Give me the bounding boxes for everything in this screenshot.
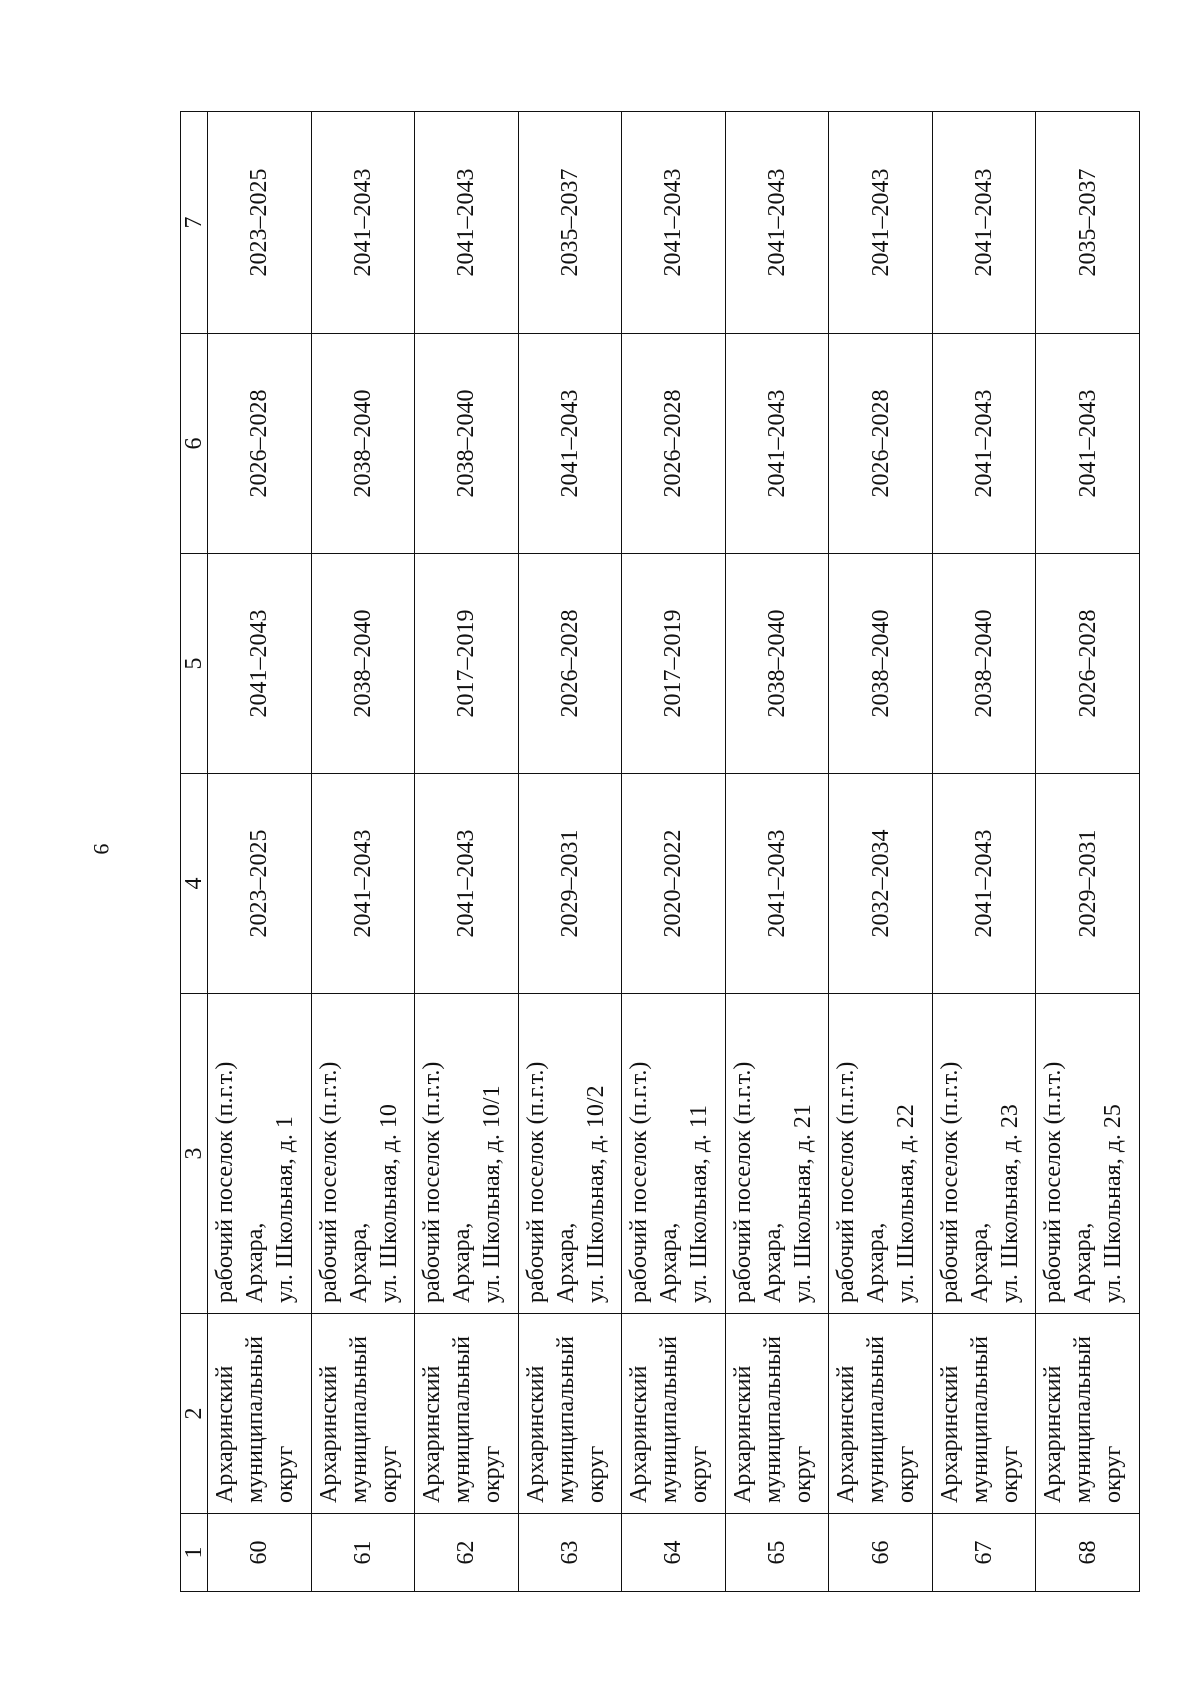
district-line: Архаринский (936, 1365, 963, 1503)
district-line: округ (996, 1445, 1023, 1503)
district-cell (311, 1314, 415, 1514)
row-number-cell: 60 (208, 1514, 312, 1592)
district-line: округ (686, 1445, 713, 1503)
district-line: муниципальный (1070, 1335, 1097, 1503)
header-col-5: 5 (181, 554, 208, 774)
address-line: ул. Школьная, д. 22 (893, 1104, 920, 1303)
district-cell (622, 1314, 726, 1514)
period-cell-col-5: 2038–2040 (932, 554, 1036, 774)
address-line: Архара, (552, 1222, 579, 1303)
row-number-cell: 63 (518, 1514, 622, 1592)
district-line: округ (789, 1445, 816, 1503)
district-line: округ (893, 1445, 920, 1503)
period-cell-col-5: 2041–2043 (208, 554, 312, 774)
address-cell (311, 994, 415, 1314)
district-line: округ (375, 1445, 402, 1503)
table-body (208, 112, 1140, 1592)
row-number-cell: 62 (415, 1514, 519, 1592)
district-line: муниципальный (449, 1335, 476, 1503)
period-cell-col-6: 2041–2043 (725, 334, 829, 554)
address-cell (1036, 994, 1140, 1314)
district-line: Архаринский (522, 1365, 549, 1503)
period-cell-col-7: 2041–2043 (311, 112, 415, 334)
period-cell-col-7: 2041–2043 (932, 112, 1036, 334)
period-cell-col-6: 2038–2040 (311, 334, 415, 554)
address-line: рабочий поселок (п.г.т.) (522, 1061, 549, 1303)
address-line: ул. Школьная, д. 10/1 (479, 1085, 506, 1303)
table-row (415, 112, 519, 1592)
header-col-7: 7 (181, 112, 208, 334)
address-line: ул. Школьная, д. 11 (686, 1104, 713, 1303)
table-header (181, 112, 208, 1592)
district-line: муниципальный (552, 1335, 579, 1503)
table-row (932, 112, 1036, 1592)
period-cell-col-5: 2026–2028 (1036, 554, 1140, 774)
address-line: рабочий поселок (п.г.т.) (1040, 1061, 1067, 1303)
header-row (181, 112, 208, 1592)
table-row (208, 112, 312, 1592)
period-cell-col-4: 2029–2031 (518, 774, 622, 994)
address-line: Архара, (656, 1222, 683, 1303)
address-cell (932, 994, 1036, 1314)
address-line: ул. Школьная, д. 25 (1100, 1104, 1127, 1303)
schedule-table (180, 111, 1140, 1592)
page-number: 9 (89, 843, 114, 855)
district-cell (829, 1314, 933, 1514)
district-line: Архаринский (419, 1365, 446, 1503)
row-number-cell: 66 (829, 1514, 933, 1592)
period-cell-col-5: 2017–2019 (415, 554, 519, 774)
period-cell-col-4: 2023–2025 (208, 774, 312, 994)
district-cell (1036, 1314, 1140, 1514)
table-row (829, 112, 933, 1592)
address-line: Архара, (863, 1222, 890, 1303)
district-line: Архаринский (833, 1365, 860, 1503)
address-line: Архара, (966, 1222, 993, 1303)
address-line: рабочий поселок (п.г.т.) (936, 1061, 963, 1303)
district-line: муниципальный (966, 1335, 993, 1503)
period-cell-col-6: 2038–2040 (415, 334, 519, 554)
period-cell-col-4: 2041–2043 (725, 774, 829, 994)
district-cell (518, 1314, 622, 1514)
address-line: Архара, (242, 1222, 268, 1303)
district-line: округ (582, 1445, 609, 1503)
period-cell-col-6: 2026–2028 (622, 334, 726, 554)
district-cell (415, 1314, 519, 1514)
district-line: Архаринский (212, 1365, 238, 1503)
address-line: Архара, (345, 1222, 372, 1303)
district-line: муниципальный (863, 1335, 890, 1503)
address-line: рабочий поселок (п.г.т.) (212, 1061, 238, 1303)
address-line: рабочий поселок (п.г.т.) (729, 1061, 756, 1303)
address-line: ул. Школьная, д. 10 (375, 1104, 402, 1303)
header-col-2: 2 (181, 1314, 208, 1514)
rotated-table-container (180, 112, 1140, 1592)
address-line: рабочий поселок (п.г.т.) (419, 1061, 446, 1303)
district-cell (725, 1314, 829, 1514)
period-cell-col-4: 2041–2043 (415, 774, 519, 994)
header-col-4: 4 (181, 774, 208, 994)
address-line: Архара, (449, 1222, 476, 1303)
period-cell-col-7: 2041–2043 (415, 112, 519, 334)
district-line: Архаринский (1040, 1365, 1067, 1503)
address-line: ул. Школьная, д. 23 (996, 1104, 1023, 1303)
district-cell (208, 1314, 312, 1514)
district-line: округ (479, 1445, 506, 1503)
period-cell-col-4: 2020–2022 (622, 774, 726, 994)
row-number-cell: 64 (622, 1514, 726, 1592)
address-line: рабочий поселок (п.г.т.) (315, 1061, 342, 1303)
row-number-cell: 68 (1036, 1514, 1140, 1592)
period-cell-col-4: 2041–2043 (311, 774, 415, 994)
district-cell (932, 1314, 1036, 1514)
address-line: рабочий поселок (п.г.т.) (833, 1061, 860, 1303)
header-col-1: 1 (181, 1514, 208, 1592)
period-cell-col-6: 2041–2043 (518, 334, 622, 554)
district-line: округ (272, 1445, 298, 1503)
table-row (725, 112, 829, 1592)
table-row (311, 112, 415, 1592)
row-number-cell: 67 (932, 1514, 1036, 1592)
period-cell-col-4: 2032–2034 (829, 774, 933, 994)
address-line: ул. Школьная, д. 1 (272, 1116, 298, 1303)
address-cell (622, 994, 726, 1314)
period-cell-col-6: 2026–2028 (208, 334, 312, 554)
period-cell-col-5: 2038–2040 (311, 554, 415, 774)
period-cell-col-7: 2041–2043 (622, 112, 726, 334)
period-cell-col-5: 2038–2040 (829, 554, 933, 774)
district-line: Архаринский (315, 1365, 342, 1503)
district-line: муниципальный (242, 1335, 268, 1503)
period-cell-col-5: 2026–2028 (518, 554, 622, 774)
address-cell (829, 994, 933, 1314)
header-col-6: 6 (181, 334, 208, 554)
period-cell-col-7: 2023–2025 (208, 112, 312, 334)
table-row (518, 112, 622, 1592)
period-cell-col-4: 2029–2031 (1036, 774, 1140, 994)
period-cell-col-6: 2041–2043 (1036, 334, 1140, 554)
address-line: Архара, (759, 1222, 786, 1303)
period-cell-col-5: 2017–2019 (622, 554, 726, 774)
address-cell (518, 994, 622, 1314)
district-line: муниципальный (656, 1335, 683, 1503)
district-line: округ (1100, 1445, 1127, 1503)
period-cell-col-5: 2038–2040 (725, 554, 829, 774)
period-cell-col-7: 2041–2043 (725, 112, 829, 334)
district-line: муниципальный (759, 1335, 786, 1503)
period-cell-col-7: 2035–2037 (518, 112, 622, 334)
row-number-cell: 65 (725, 1514, 829, 1592)
table-row (622, 112, 726, 1592)
address-cell (208, 994, 312, 1314)
table-row (1036, 112, 1140, 1592)
address-line: Архара, (1070, 1222, 1097, 1303)
period-cell-col-7: 2041–2043 (829, 112, 933, 334)
address-cell (415, 994, 519, 1314)
district-line: муниципальный (345, 1335, 372, 1503)
district-line: Архаринский (626, 1365, 653, 1503)
address-line: рабочий поселок (п.г.т.) (626, 1061, 653, 1303)
address-line: ул. Школьная, д. 10/2 (582, 1085, 609, 1303)
period-cell-col-6: 2026–2028 (829, 334, 933, 554)
row-number-cell: 61 (311, 1514, 415, 1592)
address-cell (725, 994, 829, 1314)
period-cell-col-6: 2041–2043 (932, 334, 1036, 554)
district-line: Архаринский (729, 1365, 756, 1503)
period-cell-col-7: 2035–2037 (1036, 112, 1140, 334)
period-cell-col-4: 2041–2043 (932, 774, 1036, 994)
header-col-3: 3 (181, 994, 208, 1314)
address-line: ул. Школьная, д. 21 (789, 1104, 816, 1303)
